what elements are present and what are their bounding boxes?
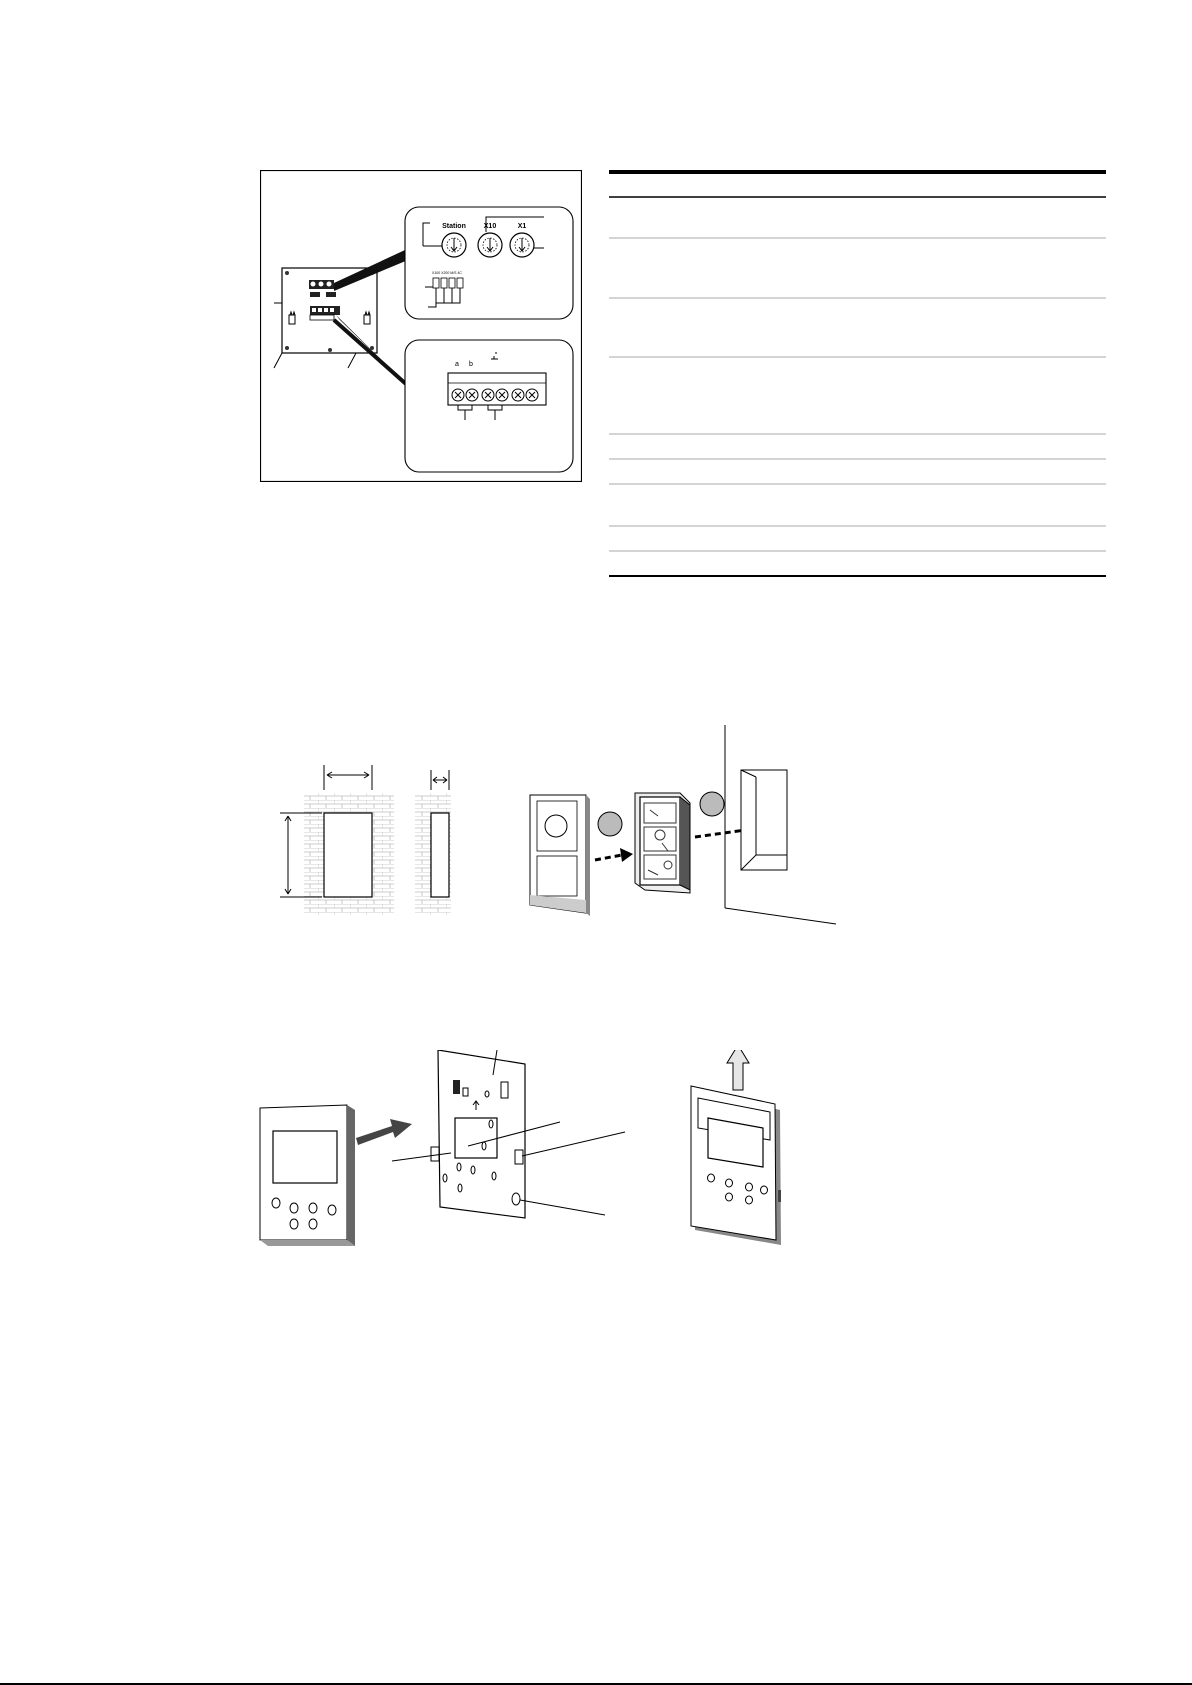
wall-cutout-figure bbox=[270, 760, 460, 920]
monitor-front bbox=[260, 1105, 355, 1246]
device-back-plate bbox=[282, 268, 377, 353]
terminal-a-label: a bbox=[455, 361, 459, 368]
settings-diagram bbox=[260, 170, 582, 482]
terminal-block bbox=[448, 373, 546, 405]
mounted-monitor bbox=[691, 1086, 781, 1245]
station-label: Station bbox=[442, 223, 466, 230]
flush-box bbox=[635, 793, 690, 893]
bracket-mount-diagram bbox=[255, 1050, 805, 1250]
x10-label: X10 bbox=[483, 223, 497, 230]
x10-rotary-switch bbox=[478, 233, 502, 257]
mounting-bracket bbox=[431, 1050, 525, 1218]
flush-mount-figure bbox=[520, 725, 850, 935]
wall-cutout-diagram bbox=[270, 760, 460, 920]
station-rotary-switch bbox=[442, 233, 466, 257]
x1-rotary-switch bbox=[510, 233, 534, 257]
settings-figure bbox=[260, 170, 582, 482]
x1-label: X1 bbox=[517, 223, 527, 230]
table-rules bbox=[609, 170, 1106, 580]
bracket-mount-figure bbox=[255, 1050, 805, 1250]
terminal-b-label: b bbox=[469, 361, 473, 368]
flush-mount-diagram bbox=[520, 725, 850, 935]
front-panel bbox=[530, 795, 590, 916]
dip-switch-labels: X100 X200 M/S 4C bbox=[432, 271, 462, 275]
settings-table bbox=[609, 170, 1106, 580]
